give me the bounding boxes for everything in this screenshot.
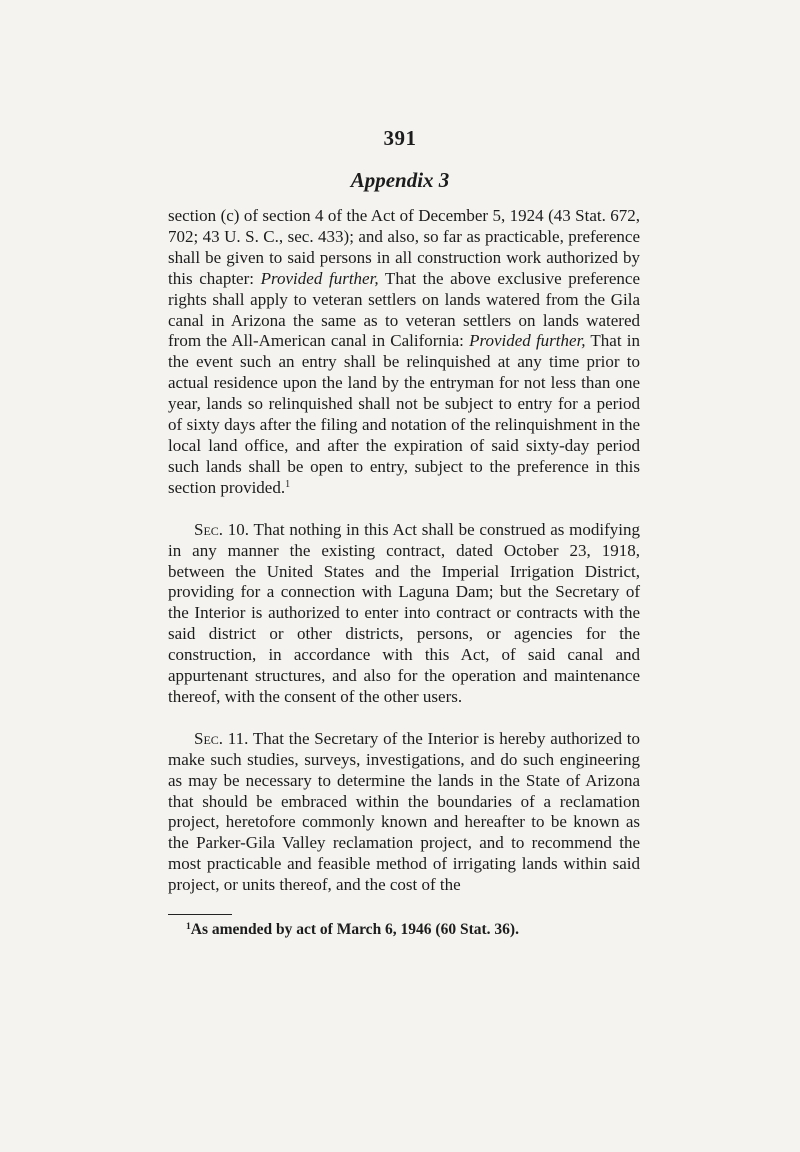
- page-number: 391: [383, 126, 417, 150]
- text-run: That the Secretary of the Interior is hereby authorized to make such studies, surveys, investigations, and do such engineering as may be necessary to determine the lands in the State of Arizona that should be embraced within the boundaries of a reclamation project, heretofore commonly known and hereafter to be known as the Parker-Gila Valley reclamation project, and to recommend the most practicable and feasible method of irrigating lands within said project, or units thereof, and the cost of the: [168, 728, 640, 895]
- footnote-divider: [168, 914, 232, 915]
- footnote-marker: 1: [186, 922, 191, 932]
- footnote-reference: 1: [285, 478, 291, 490]
- section-heading: Sec. 11.: [194, 728, 249, 748]
- paragraph-section-11: [168, 729, 640, 896]
- section-heading: Sec. 10.: [194, 519, 250, 539]
- paragraph-section-10: [168, 520, 640, 708]
- text-run: section (c) of section 4 of the Act of December 5, 1924 (43 Stat. 672, 702; 43 U. S. C., sec. 433); and also, so far as practicable, preference shall be given to said persons in all construction work authorized by this chapter:: [168, 206, 640, 288]
- proviso-italic: Provided further,: [469, 331, 586, 351]
- paragraph-continuation: [168, 206, 640, 499]
- body-text: [168, 206, 640, 896]
- running-head: Appendix 3: [350, 168, 450, 192]
- text-run: That nothing in this Act shall be construed as modifying in any manner the existing contract, dated October 23, 1918, between the United States and the Imperial Irrigation District, providing for a connection with Laguna Dam; but the Secretary of the Interior is authorized to enter into contract or contracts with the said district or other districts, persons, or agencies for the construction, in accordance with this Act, of said canal and appurtenant structures, and also for the operation and maintenance thereof, with the consent of the other users.: [168, 519, 640, 706]
- proviso-italic: Provided further,: [260, 268, 379, 288]
- footnote: [186, 920, 646, 940]
- text-run: That the above exclusive preference rights shall apply to veteran settlers on lands watered from the Gila canal in Arizona the same as to veteran settlers on lands watered from the All-American canal in California:: [168, 268, 640, 351]
- text-run: That in the event such an entry shall be relinquished at any time prior to actual residence upon the land by the entryman for not less than one year, lands so relinquished shall not be subject to entry for a period of sixty days after the filing and notation of the relinquishment in the local land office, and after the expiration of said sixty-day period such lands shall be open to entry, subject to the preference in this section provided.: [168, 331, 640, 497]
- footnote-text: As amended by act of March 6, 1946 (60 Stat. 36).: [190, 921, 519, 938]
